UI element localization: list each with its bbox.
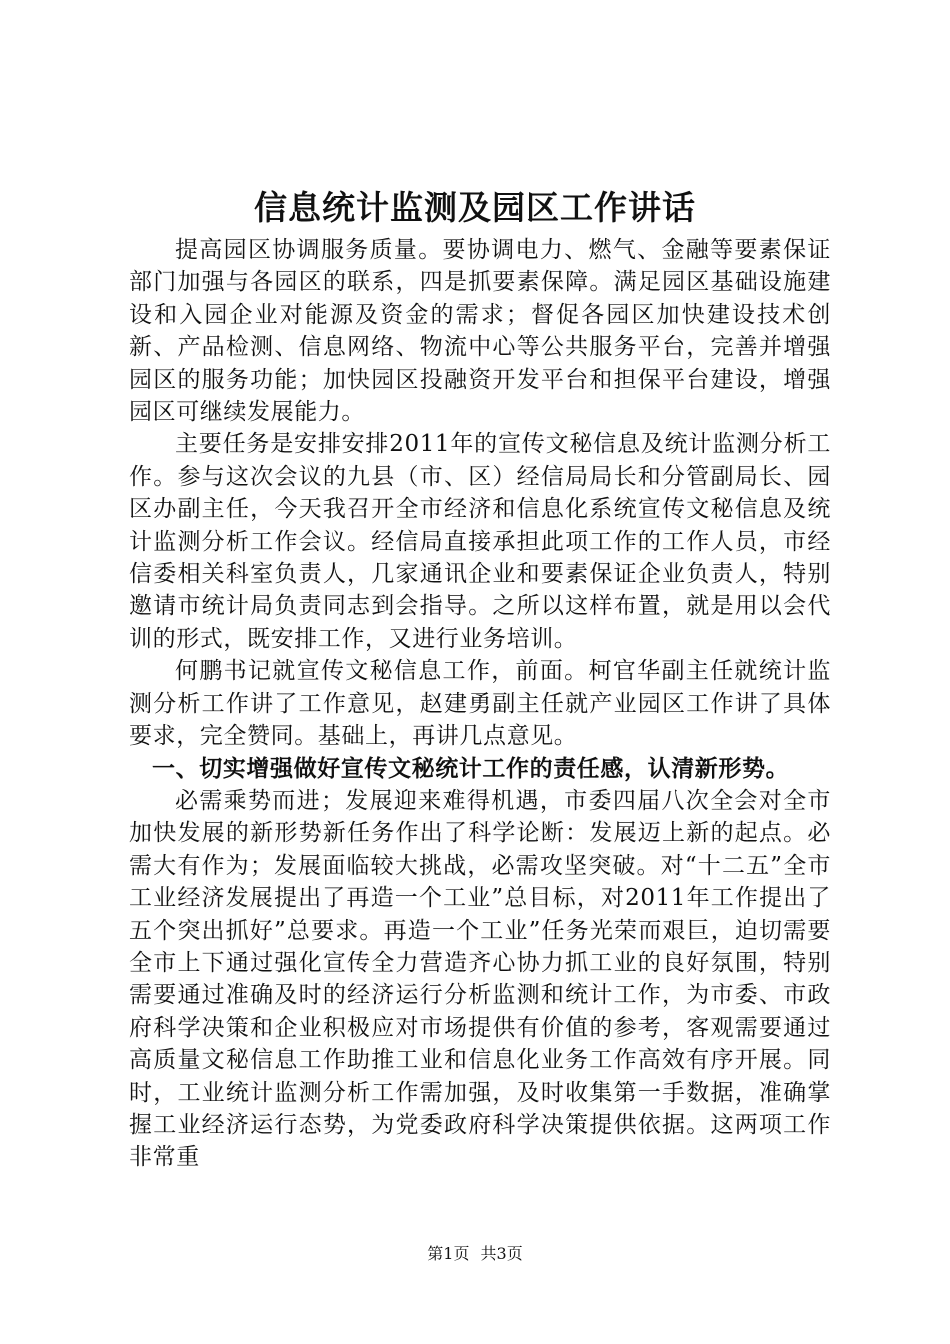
body-paragraph-2: 主要任务是安排安排2011年的宣传文秘信息及统计监测分析工作。参与这次会议的九县（市、区）经信局局长和分管副局长、园区办副主任，今天我召开全市经济和信息化系统宣传文秘信息及统计监测分析工作会议。经信局直接承担此项工作的工作人员，市经信委相关科室负责人，几家通讯企业和要素保证企业负责人，特别邀请市统计局负责同志到会指导。之所以这样布置，就是用以会代训的形式，既安排工作，又进行业务培训。 xyxy=(129,431,831,652)
body-paragraph-4: 必需乘势而进；发展迎来难得机遇，市委四届八次全会对全市加快发展的新形势新任务作出了科学论断：发展迈上新的起点。必需大有作为；发展面临较大挑战，必需攻坚突破。对“十二五”全市工业经济发展提出了再造一个工业”总目标，对2011年工作提出了五个突出抓好”总要求。再造一个工业”任务光荣而艰巨，迫切需要全市上下通过强化宣传全力营造齐心协力抓工业的良好氛围，特别需要通过准确及时的经济运行分析监测和统计工作，为市委、市政府科学决策和企业积极应对市场提供有价值的参考，客观需要通过高质量文秘信息工作助推工业和信息化业务工作高效有序开展。同时，工业统计监测分析工作需加强，及时收集第一手数据，准确掌握工业经济运行态势，为党委政府科学决策提供依据。这两项工作非常重 xyxy=(129,787,831,1171)
section-heading: 一、切实增强做好宣传文秘统计工作的责任感，认清新形势。 xyxy=(152,754,790,782)
page-footer xyxy=(0,1244,950,1264)
page-number: 第1页 xyxy=(427,1244,470,1263)
document-body xyxy=(129,234,831,1174)
body-paragraph-1: 提高园区协调服务质量。要协调电力、燃气、金融等要素保证部门加强与各园区的联系，四是抓要素保障。满足园区基础设施建设和入园企业对能源及资金的需求；督促各园区加快建设技术创新、产品检测、信息网络、物流中心等公共服务平台，完善并增强园区的服务功能；加快园区投融资开发平台和担保平台建设，增强园区可继续发展能力。 xyxy=(129,237,831,426)
page-total: 共3页 xyxy=(480,1244,523,1263)
body-paragraph-3: 何鹏书记就宣传文秘信息工作，前面。柯官华副主任就统计监测分析工作讲了工作意见，赵建勇副主任就产业园区工作讲了具体要求，完全赞同。基础上，再讲几点意见。 xyxy=(129,658,831,750)
document-title: 信息统计监测及园区工作讲话 xyxy=(254,188,696,227)
